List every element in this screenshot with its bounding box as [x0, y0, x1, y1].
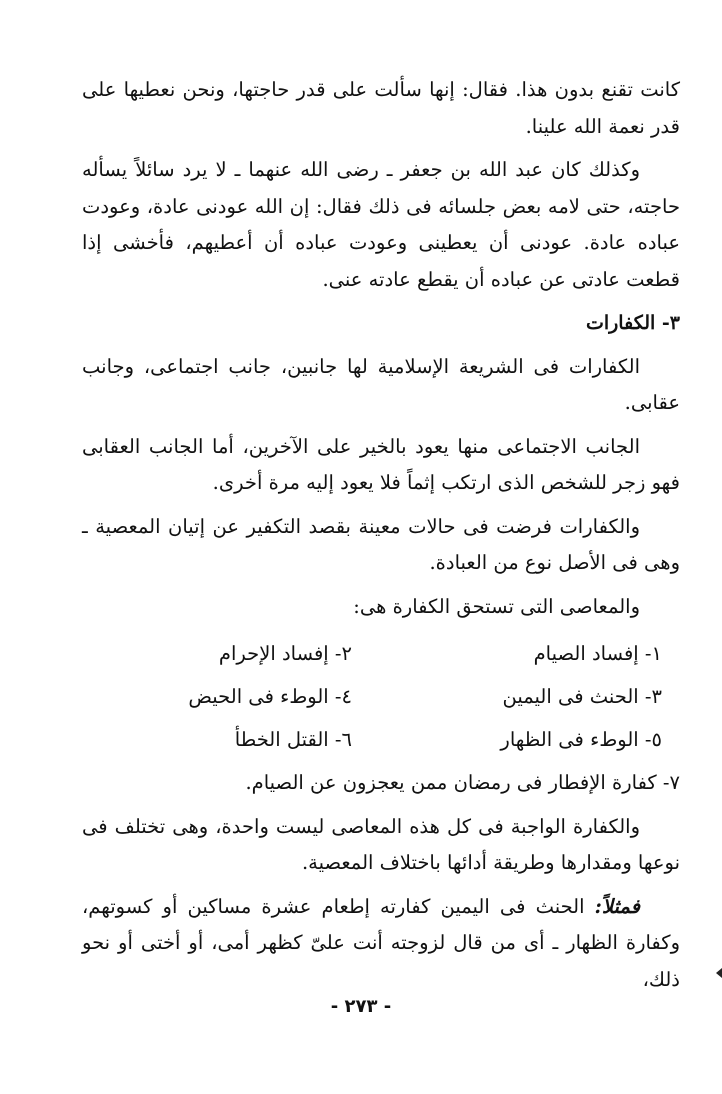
list-item: ٦- القتل الخطأ — [234, 728, 352, 751]
paragraph-two-aspects: الكفارات فى الشريعة الإسلامية لها جانبين، جانب اجتماعى، وجانب عقابى. — [82, 354, 680, 414]
paragraph-example — [82, 889, 680, 999]
paragraph-continuation: كانت تقنع بدون هذا. فقال: إنها سألت على قدر حاجتها، ونحن نعطيها على قدر نعمة الله علينا. — [82, 78, 680, 138]
page-number: - ٢٧٣ - — [330, 996, 392, 1017]
paragraph-differences: والكفارة الواجبة فى كل هذه المعاصى ليست واحدة، وهى تختلف فى نوعها ومقدارها وطريقة أدائها باختلاف المعصية. — [82, 814, 680, 874]
list-item-seven: ٧- كفارة الإفطار فى رمضان ممن يعجزون عن الصيام. — [245, 771, 680, 794]
paragraph-social-aspect: الجانب الاجتماعى منها يعود بالخير على الآخرين، أما الجانب العقابى فهو زجر للشخص الذى ارتكب إثماً فلا يعود إليه مرة أخرى. — [82, 434, 680, 494]
list-item: ٣- الحنث فى اليمين — [502, 685, 662, 708]
list-item: ٢- إفساد الإحرام — [218, 642, 352, 665]
list-item: ٥- الوطء فى الظهار — [500, 728, 662, 751]
list-item: ١- إفساد الصيام — [533, 642, 662, 665]
paragraph-expiation-purpose: والكفارات فرضت فى حالات معينة بقصد التكفير عن إتيان المعصية ـ وهى فى الأصل نوع من العبادة. — [82, 514, 680, 574]
paragraph-sins-intro: والمعاصى التى تستحق الكفارة هى: — [353, 594, 640, 618]
example-lead: فمثلاً: — [594, 894, 640, 918]
page-body — [82, 72, 680, 1005]
list-item: ٤- الوطء فى الحيض — [188, 685, 352, 708]
paragraph-abdullah-bin-jafar: وكذلك كان عبد الله بن جعفر ـ رضى الله عنهما ـ لا يرد سائلاً يسأله حاجته، حتى لامه بعض جلسائه فى ذلك فقال: إن الله عودنى عادة، وعودت عباده عادة. عودنى أن يعطينى وعودت عباده أن أعطيهم، فأخشى إذا قطعت عادتى عن عباده أن يقطع عادته عنى. — [82, 158, 680, 291]
example-text: الحنث فى اليمين كفارته إطعام عشرة مساكين أو كسوتهم، وكفارة الظهار ـ أى من قال لزوجته أنت علىّ كظهر أمى، أو أختى أو نحو ذلك، — [82, 894, 680, 991]
sins-list — [82, 632, 680, 761]
scan-edge-mark — [716, 968, 722, 978]
section-heading-kaffarat: ٣- الكفارات — [585, 312, 680, 334]
